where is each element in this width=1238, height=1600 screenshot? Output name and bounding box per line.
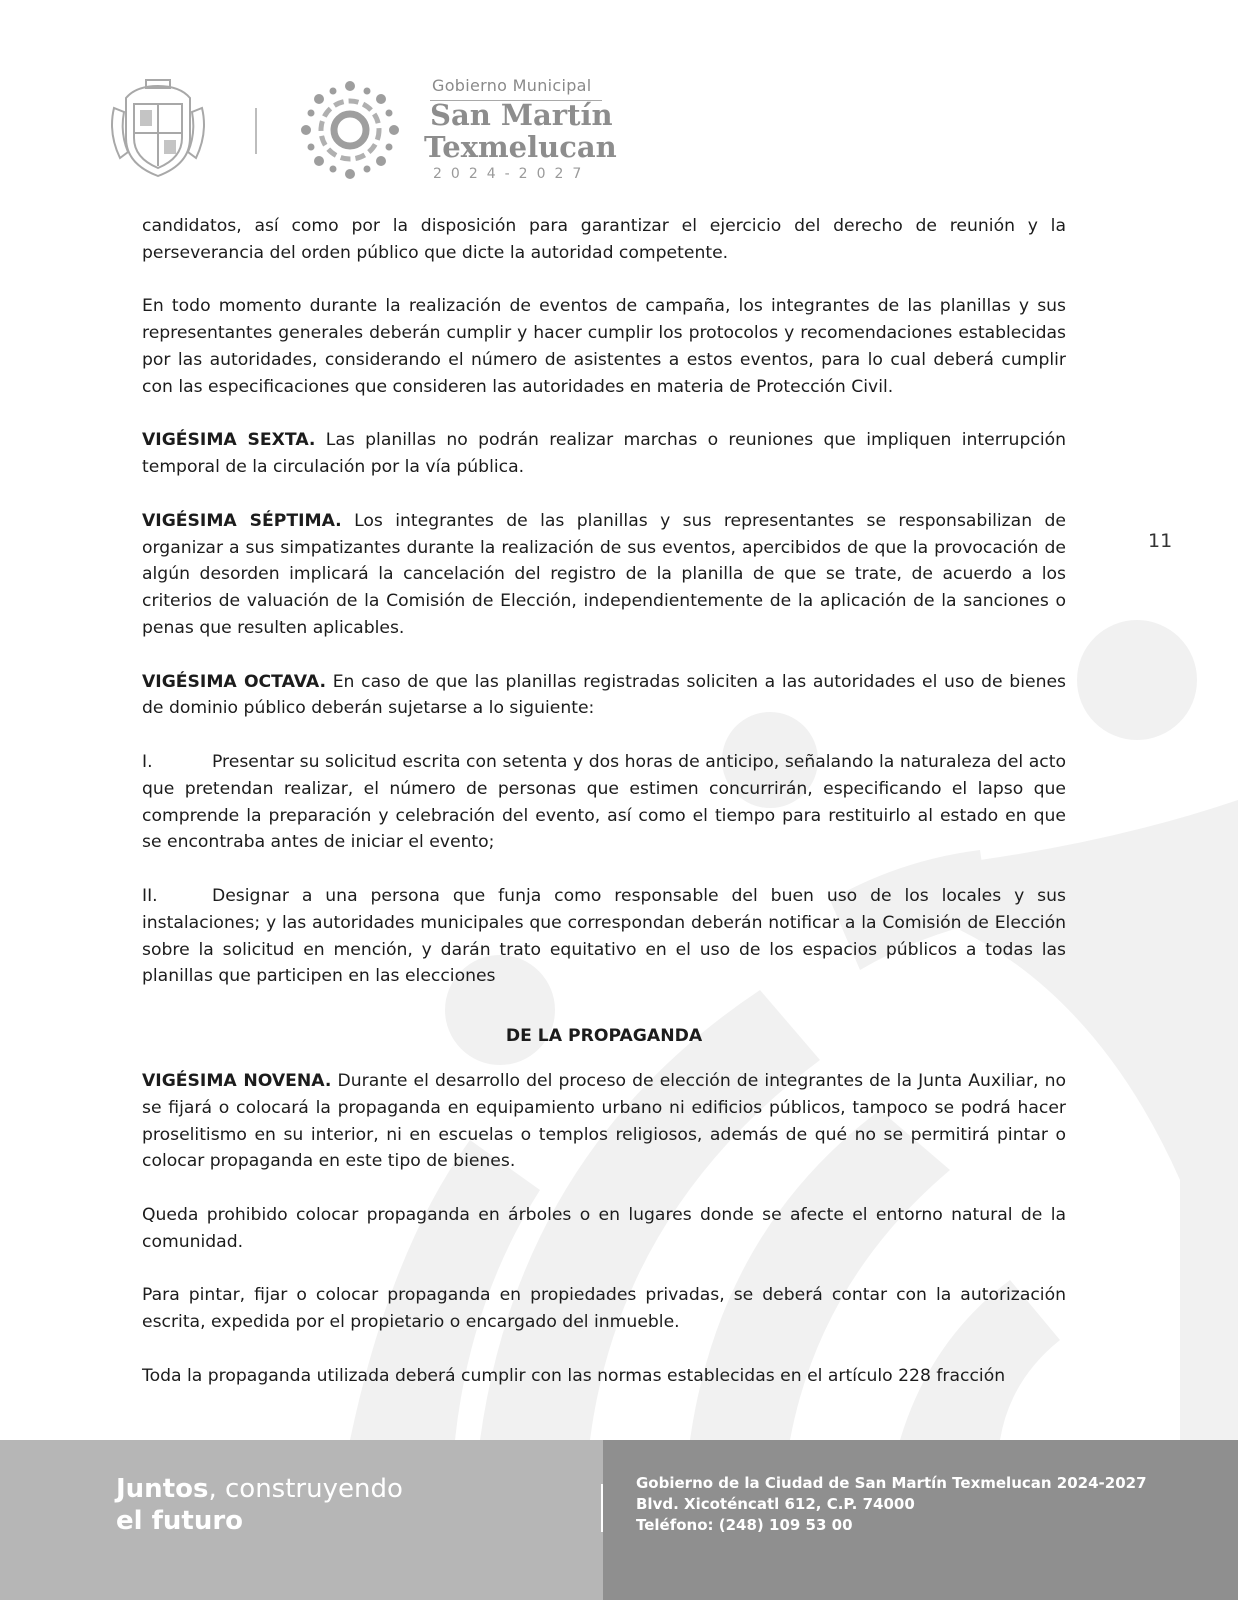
- section-heading: DE LA PROPAGANDA: [505, 1026, 703, 1047]
- gov-years: 2024-2027: [433, 166, 591, 182]
- slogan-line2: el futuro: [116, 1506, 244, 1536]
- clause-26: [142, 427, 1066, 481]
- slogan-line1: [116, 1474, 403, 1504]
- slogan-rest: , construyendo: [208, 1474, 403, 1504]
- gov-name-line2: Texmelucan: [424, 130, 617, 164]
- gov-name-line1: San Martín: [430, 98, 613, 132]
- clause-26-text: Las planillas no podrán realizar marchas o reuniones que impliquen interrupción temporal de la circulación por la vía pública.: [142, 430, 1066, 478]
- gov-label: Gobierno Municipal: [432, 76, 592, 95]
- clause-29-label: VIGÉSIMA NOVENA.: [142, 1070, 332, 1091]
- footer-address-line2: Blvd. Xicoténcatl 612, C.P. 74000: [636, 1495, 915, 1513]
- footer-divider: [601, 1484, 603, 1532]
- footer-left-panel: [0, 1440, 603, 1600]
- footer-address-line3: Teléfono: (248) 109 53 00: [636, 1516, 853, 1534]
- paragraph-7: Queda prohibido colocar propaganda en árboles o en lugares donde se afecte el entorno natural de la comunidad.: [142, 1204, 1066, 1252]
- clause-29: [142, 1068, 1066, 1175]
- slogan-bold: Juntos: [116, 1474, 209, 1504]
- header-divider: [255, 108, 257, 154]
- paragraph-2: En todo momento durante la realización de eventos de campaña, los integrantes de las planillas y sus representantes generales deberán cumplir y hacer cumplir los protocolos y recomendaciones establecidas por las autoridades, considerando el número de asistentes a estos eventos, para lo cual deberá cumplir con las especificaciones que consideren las autoridades en materia de Protección Civil.: [142, 296, 1066, 397]
- list-item-2-text: Designar a una persona que funja como responsable del buen uso de los locales y sus instalaciones; y las autoridades municipales que correspondan deberán notificar a la Comisión de Elección sobre la solicitud en mención, y darán trato equitativo en el uso de los espacios públicos a todas las planillas que participen en las elecciones: [142, 885, 1066, 987]
- paragraph-9: Toda la propaganda utilizada deberá cumplir con las normas establecidas en el artículo 228 fracción: [142, 1365, 1006, 1386]
- clause-27: [142, 508, 1066, 642]
- sun-logo-icon: [298, 78, 402, 182]
- clause-27-text: Los integrantes de las planillas y sus representantes se responsabilizan de organizar a sus simpatizantes durante la realización de sus eventos, apercibidos de que la provocación de algún desorden implicará la cancelación del registro de la planilla de que se trate, de acuerdo a los criterios de valuación de la Comisión de Elección, independientemente de la aplicación de la sanciones o penas que resulten aplicables.: [142, 510, 1066, 638]
- clause-27-label: VIGÉSIMA SÉPTIMA.: [142, 510, 342, 531]
- clause-28-text: En caso de que las planillas registradas soliciten a las autoridades el uso de bienes de dominio público deberán sujetarse a lo siguiente:: [142, 671, 1066, 719]
- clause-29-text: Durante el desarrollo del proceso de elección de integrantes de la Junta Auxiliar, no se fijará o colocará la propaganda en equipamiento urbano ni edificios públicos, tampoco se podrá hacer proselitismo en su interior, ni en escuelas o templos religiosos, además de qué no se permitirá pintar o colocar propaganda en este tipo de bienes.: [142, 1070, 1066, 1172]
- clause-28: [142, 669, 1066, 723]
- list-item-1-number: I.: [142, 751, 153, 772]
- list-item-2: [142, 883, 1066, 990]
- page-number: 11: [1148, 530, 1173, 552]
- clause-26-label: VIGÉSIMA SEXTA.: [142, 430, 316, 451]
- page-header: [100, 70, 620, 190]
- list-item-2-number: II.: [142, 885, 158, 906]
- municipal-crest-icon: [106, 78, 210, 182]
- list-item-1-text: Presentar su solicitud escrita con setenta y dos horas de anticipo, señalando la naturaleza del acto que pretendan realizar, el número de personas que estimen concurrirán, especificando el lapso que comprende la preparación y celebración del evento, así como el tiempo para restituirlo al estado en que se encontraba antes de iniciar el evento;: [142, 751, 1066, 853]
- list-item-1: [142, 749, 1066, 856]
- footer-address-line1: Gobierno de la Ciudad de San Martín Texmelucan 2024-2027: [636, 1474, 1147, 1492]
- page-footer: [0, 1440, 1238, 1600]
- paragraph-8: Para pintar, fijar o colocar propaganda en propiedades privadas, se deberá contar con la autorización escrita, expedida por el propietario o encargado del inmueble.: [142, 1285, 1066, 1333]
- paragraph-1: candidatos, así como por la disposición para garantizar el ejercicio del derecho de reunión y la perseverancia del orden público que dicte la autoridad competente.: [142, 216, 1066, 263]
- document-body: [142, 213, 1066, 1416]
- clause-28-label: VIGÉSIMA OCTAVA.: [142, 671, 326, 692]
